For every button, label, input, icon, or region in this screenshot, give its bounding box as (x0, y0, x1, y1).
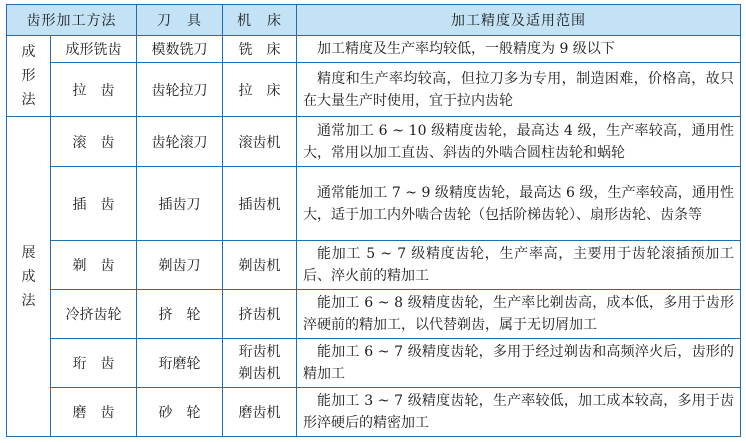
table-row (7, 36, 741, 63)
header-method: 齿形加工方法 (7, 5, 137, 36)
cell-tool: 剃齿刀 (137, 241, 223, 290)
cell-machine: 滚齿机 (223, 117, 297, 167)
table-row (7, 388, 741, 437)
group-label-forming (7, 36, 51, 117)
cell-method: 剃 齿 (51, 241, 137, 290)
cell-method: 成形铣齿 (51, 36, 137, 63)
cell-desc: 加工精度及生产率均较低，一般精度为 9 级以下 (297, 36, 741, 63)
cell-machine: 拉 床 (223, 63, 297, 117)
cell-machine: 挤齿机 (223, 290, 297, 339)
header-machine: 机 床 (223, 5, 297, 36)
cell-desc: 能加工 3 ~ 7 级精度齿轮，生产率较低，加工成本较高，多用于齿形淬硬后的精密加工 (297, 388, 741, 437)
header-scope: 加工精度及适用范围 (297, 5, 741, 36)
table-row (7, 241, 741, 290)
cell-tool: 挤 轮 (137, 290, 223, 339)
group-char: 展 (21, 244, 36, 261)
cell-desc: 能加工 6 ~ 8 级精度齿轮，生产率比剃齿高，成本低，多用于齿形淬硬前的精加工，以代替剃齿，属于无切屑加工 (297, 290, 741, 339)
cell-machine: 剃齿机 (223, 241, 297, 290)
cell-machine: 插齿机 (223, 167, 297, 241)
header-tool: 刀 具 (137, 5, 223, 36)
cell-method: 珩 齿 (51, 339, 137, 388)
table-row (7, 339, 741, 388)
group-char: 成 (21, 268, 36, 285)
table-header-row (7, 5, 741, 36)
cell-desc: 精度和生产率均较高，但拉刀多为专用，制造困难，价格高，故只在大量生产时使用，宜于拉内齿轮 (297, 63, 741, 117)
cell-tool: 插齿刀 (137, 167, 223, 241)
machine-line: 剃齿机 (238, 366, 281, 382)
cell-tool: 模数铣刀 (137, 36, 223, 63)
group-char: 成 (21, 44, 36, 60)
gear-methods-table (6, 4, 741, 437)
table-row (7, 167, 741, 241)
cell-tool: 珩磨轮 (137, 339, 223, 388)
cell-desc: 通常加工 6 ~ 10 级精度齿轮，最高达 4 级，生产率较高，通用性大，常用以加工直齿、斜齿的外啮合圆柱齿轮和蜗轮 (297, 117, 741, 167)
table-row (7, 63, 741, 117)
cell-method: 冷挤齿轮 (51, 290, 137, 339)
cell-machine: 磨齿机 (223, 388, 297, 437)
cell-desc: 通常能加工 7 ~ 9 级精度齿轮，最高达 6 级，生产率较高，通用性大，适于加工内外啮合齿轮（包括阶梯齿轮）、扇形齿轮、齿条等 (297, 167, 741, 241)
table-row (7, 290, 741, 339)
table-row (7, 117, 741, 167)
cell-method: 插 齿 (51, 167, 137, 241)
cell-machine (223, 339, 297, 388)
cell-tool: 齿轮拉刀 (137, 63, 223, 117)
group-label-generating (7, 117, 51, 437)
cell-desc: 能加工 5 ~ 7 级精度齿轮，生产率高，主要用于齿轮滚插预加工后、淬火前的精加工 (297, 241, 741, 290)
cell-tool: 齿轮滚刀 (137, 117, 223, 167)
cell-method: 滚 齿 (51, 117, 137, 167)
group-char: 法 (21, 92, 36, 108)
cell-tool: 砂 轮 (137, 388, 223, 437)
group-char: 形 (21, 68, 36, 84)
cell-method: 磨 齿 (51, 388, 137, 437)
cell-method: 拉 齿 (51, 63, 137, 117)
machine-line: 珩齿机 (238, 344, 281, 360)
cell-machine: 铣 床 (223, 36, 297, 63)
cell-desc: 能加工 6 ~ 7 级精度齿轮，多用于经过剃齿和高频淬火后，齿形的精加工 (297, 339, 741, 388)
group-char: 法 (21, 292, 36, 309)
